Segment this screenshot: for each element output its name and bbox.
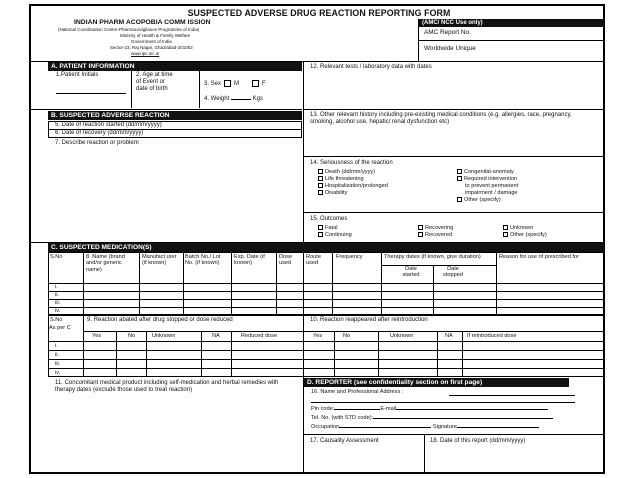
grid-line [48,359,604,360]
amc-header: (AMC/ NCC Use only) [419,19,604,27]
checkbox[interactable] [457,176,462,181]
col-therapy: Therapy dates (if known, give duration) [384,254,481,260]
grid-line [201,331,202,377]
q9-asper: As per C [49,325,71,331]
occupation-input[interactable] [339,427,431,428]
table-row: ii. [55,292,60,298]
q14-opt-label: Disability [325,190,348,196]
section-a-bottom [30,109,302,110]
q15-opt-other[interactable] [503,232,547,238]
signature-input[interactable] [457,427,539,428]
address-field[interactable] [449,395,575,396]
grid-line [231,331,232,377]
q14-opt-hosp[interactable] [318,183,388,189]
q15-opt-label: Recovered [425,232,453,238]
weight-label: 4. Weight [204,96,230,102]
email-input[interactable] [396,409,548,410]
org-name: INDIAN PHARM ACOPOBIA COMM ISSION [74,19,211,26]
q10-col-reintro: If reintroduced dose [467,333,517,339]
sex-label: 3. Sex [204,81,222,87]
checkbox[interactable] [457,197,462,202]
col-date-stopped: Date stopped [443,266,463,279]
q15-title: 15. Outcomes [310,216,348,222]
q9-col-no: No [128,333,136,339]
section-a-header: A. PATIENT INFORMATION [48,62,302,71]
sex-field [204,80,266,88]
col-expiry: Exp. Date (if known) [234,254,265,267]
org-line-1: (National Coordination Centre-Pharmacovigilance Programme of India) [58,27,200,32]
q10-col-unknown: Unknown [390,333,414,339]
weight-input[interactable] [231,99,251,100]
col-manufacturer: Manufact urer (if known) [142,254,177,267]
q14-opt-label: Life threatening [325,176,364,182]
q15-opt-unknown[interactable] [503,225,533,231]
age-label-3: date of birth [136,86,168,92]
q14-opt-other[interactable] [457,197,501,203]
q15-opt-fatal[interactable] [318,225,337,231]
q14-opt-label: impairment / damage [465,190,518,196]
q14-opt-death[interactable] [318,169,375,175]
q14-opt-label: Other (specify) [464,197,501,203]
q16-label: 16. Name and Professional Address : [311,389,404,395]
grid-line [83,331,604,332]
table-row: iv. [55,370,61,376]
section-d-note: (see confidentiality section on first page) [353,379,483,386]
amc-divider [419,40,604,41]
reaction-start-label: 5. Date of reaction started (dd/mm/yyyy) [55,122,162,128]
q15-opt-label: Continuing [325,232,352,238]
pin-code-field [311,406,548,412]
checkbox[interactable] [318,225,323,230]
q13-bottom [303,156,604,157]
q14-title: 14. Seriousness of the reaction [310,160,393,166]
sex-m-label: M [234,81,240,87]
section-b-header: B. SUSPECTED ADVERSE REACTION [48,111,302,120]
signature-label: Signature [432,424,457,430]
col-frequency: Frequency [336,254,363,260]
grid-line [146,331,147,377]
grid-line [116,331,117,377]
sex-f-checkbox[interactable] [252,80,259,87]
q10-col-na: NA [445,333,453,339]
table-row: ii. [55,352,60,358]
org-url[interactable]: www.ipc.nic.in [131,51,160,56]
sex-f-label: F [262,81,266,87]
form-frame [29,4,605,474]
col-date-started: Date started [402,266,420,279]
checkbox[interactable] [457,169,462,174]
grid-line [462,331,463,377]
q9-col-na: NA [212,333,220,339]
q15-opt-recovered[interactable] [418,232,452,238]
section-d-title: D. REPORTER [307,379,353,386]
table-row: iii. [55,300,61,306]
org-line-4: Sector-23, Raj Nagar, Ghaziabad-201002 [110,45,193,50]
q15-opt-label: Fatal [325,225,338,231]
grid-line [381,265,496,266]
recovery-date-label: 6. Date of recovery (dd/mm/yyyy) [55,130,144,136]
q14-opt-label: Congenital-anomaly [464,169,514,175]
grid-line [378,331,379,377]
grid-line [48,368,604,369]
tel-field [311,415,553,421]
org-line-2: Ministry of Health & Family Welfare [120,33,191,38]
section-c-header: C. SUSPECTED MEDICATION(S) [48,243,604,252]
q15-opt-continuing[interactable] [318,232,352,238]
grid-line [48,341,604,342]
checkbox[interactable] [418,225,423,230]
q11-label: 11. Concomitant medical product including self-medication and herbal remedies with therapy dates (exclude those used to treat reaction) [55,380,279,394]
checkbox[interactable] [418,232,423,237]
q12-bottom [303,109,604,110]
q9-sno: S.No [50,317,63,323]
sex-m-checkbox[interactable] [224,80,231,87]
q10-label: 10. Reaction reappeared after reintroduction [310,317,428,323]
q14-opt-label: Death (dd/mm/yyyy) [325,169,376,175]
weight-field [204,96,263,103]
patient-initials-label: 1.Patient Initials [56,72,99,78]
email-label: E-mail [380,406,397,412]
tel-label: Tel. No. (with STD code): [311,415,374,421]
tel-input[interactable] [373,418,553,419]
main-column-divider [303,61,304,242]
q17-q18-divider [424,434,425,472]
describe-reaction-label: 7. Describe reaction or problem [55,140,139,146]
section-d-bottom [303,434,604,435]
address-field-2[interactable] [311,402,575,403]
occupation-label: Occupation [311,424,340,430]
checkbox[interactable] [318,232,323,237]
q15-opt-label: Recovering [425,225,454,231]
table-row: iii. [55,361,61,367]
q15-opt-label: Unknown [510,225,534,231]
grid-line [48,291,604,292]
q15-opt-label: Other (specify) [510,232,547,238]
checkbox[interactable] [318,183,323,188]
age-label-1: 2. Age at time [136,72,173,78]
section-a-divider-2 [199,71,200,108]
checkbox[interactable] [318,176,323,181]
grid-line [48,307,604,308]
grid-line [48,299,604,300]
grid-line [48,350,604,351]
grid-line [48,283,604,284]
q14-opt-label: to prevent permanent [465,183,519,189]
q18-label: 18. Date of this report (dd/mm/yyyy) [430,438,526,444]
grid-line [437,331,438,377]
header-bottom-line [30,61,604,62]
q14-opt-intervention[interactable] [457,176,517,182]
section-d-header [304,378,569,387]
col-reason: Reason for use of prescribed for [499,254,579,260]
kgs-label: Kgs [252,96,263,102]
q15-opt-recovering[interactable] [418,225,453,231]
age-label-2: of Event or [136,79,166,85]
table-row: i. [55,343,58,349]
q14-opt-disability[interactable] [318,190,347,196]
table-row: iv. [55,308,61,314]
org-line-3: Government of India [131,39,172,44]
col-sno: S.No [50,254,63,260]
col-name: 8. Name (brand and/or generic name) [86,254,125,273]
grid-line [334,331,335,377]
amc-worldwide: Worldwide Unique [424,45,476,52]
section-a-divider [131,71,132,108]
q9-col-reduced: Reduced dose [241,333,278,339]
q13-label: 13. Other relevant history including pre-existing medical conditions (e.g. allergies, race, pregnancy, smoking, alcohol use, hepatic/ renal dysfunction etc) [310,112,572,126]
col-route: Route used [306,254,321,267]
col-batch: Batch No./ Lot No. (if known) [185,254,221,267]
col-dose: Dose used [279,254,293,267]
checkbox[interactable] [503,232,508,237]
q10-col-no: No [343,333,351,339]
q14-bottom [303,212,604,213]
q14-opt-label: Required intervention [464,176,518,182]
pin-code-label: Pin code: [311,406,335,412]
q10-col-yes: Yes [313,333,323,339]
checkbox[interactable] [318,169,323,174]
amc-report-no: AMC Report No. [424,29,471,36]
checkbox[interactable] [318,190,323,195]
q14-opt-life[interactable] [318,176,364,182]
patient-initials-field[interactable] [56,93,126,94]
occupation-field [311,424,539,430]
q12-label: 12. Relevant tests / laboratory data with dates [310,64,432,70]
bottom-column-divider [303,377,304,472]
q17-label: 17. Causality Assessment [310,438,379,444]
table-row: i. [55,284,58,290]
form-title: SUSPECTED ADVERSE DRUG REACTION REPORTING FORM [187,8,451,18]
q14-opt-label: Hospitalization/prolonged [325,183,388,189]
pin-code-input[interactable] [334,409,380,410]
checkbox[interactable] [503,225,508,230]
q9-col-unknown: Unknown [152,333,176,339]
q14-opt-congenital[interactable] [457,169,514,175]
q9-label: 9. Reaction abated after drug stopped or dose reduced [87,317,233,323]
q9-col-yes: Yes [92,333,102,339]
